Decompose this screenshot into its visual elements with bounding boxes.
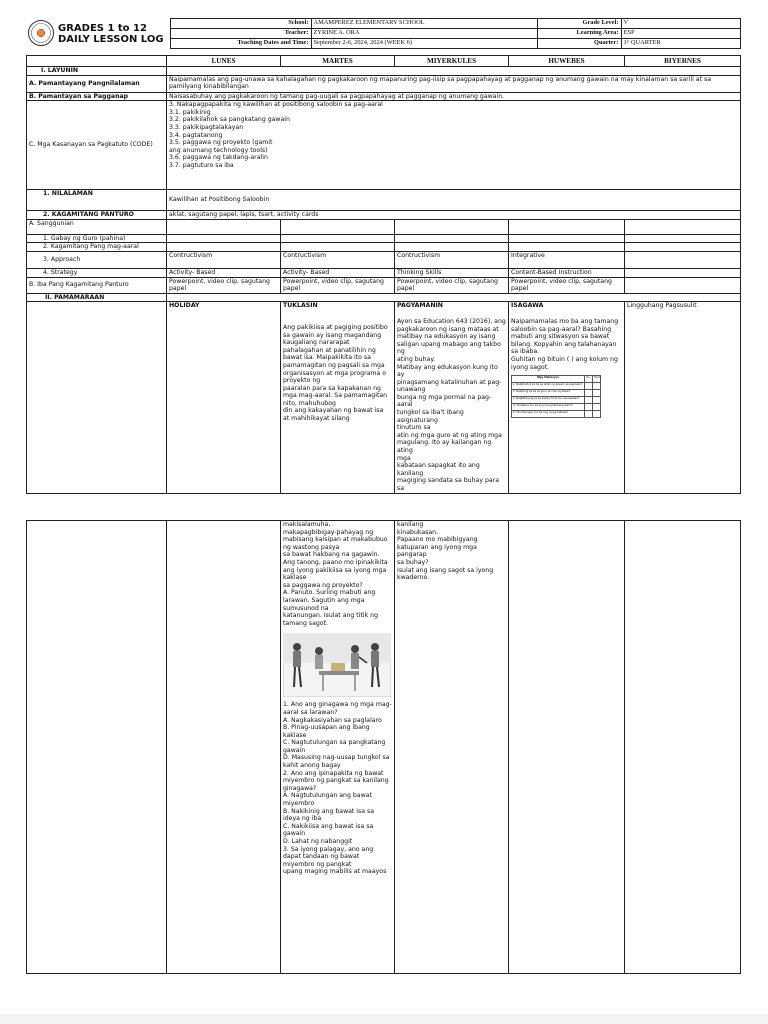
lesson-table-continued — [26, 520, 741, 974]
approach-label: 3. Approach — [27, 251, 167, 268]
day-header-lunes: LUNES — [167, 56, 281, 67]
students-group-work-illustration — [283, 633, 391, 697]
approach-martes: Contructivism — [281, 251, 395, 268]
day-header-biyernes: BIYERNES — [625, 56, 741, 67]
empty-cell — [395, 243, 509, 252]
mini-table-row: 1. Nakikilahok ka ba sa lahat ng gawain sa paaralan? — [512, 383, 585, 390]
continued-martes: makisalamuha, makapagbibigay-pahayag ng mabisang kaisipan at makabubuo ng wastong pasya sa bawat hakbang na gagawin. Ang tanong, paano mo ipinakikita ang iyong pakikiisa sa iyong mga kaklase sa paggawa ng proyekto? A. Panuto. Suriing mabuti ang larawan. Sagutin ang mga sumusunod na katanungan. Isulat ang titik ng tamang sagot. 1. Ano ang ginagawa ng mga mag- aaral sa larawan? A. Nagkakasiyahan sa paglalaro B. Pinag-uusapan ang ibang kaklase C. Nagtutulungan sa pangkatang gawain D. Masusing nag-uusap tungkol sa kahit anong bagay 2. Ano ang ipinapakita ng bawat miyembro ng pangkat sa kanilang ginagawa? A. Nagtutulungan ang bawat miyembro B. Nakikinig ang bawat isa sa ideya ng iba C. Nakikiisa ang bawat isa sa gawain D. Lahat ng nabanggit 3. Sa iyong palagay, ano ang dapat tandaan ng bawat miyembro ng pangkat upang maging mabilis at maayos — [281, 521, 395, 974]
corner-cell — [27, 56, 167, 67]
continued-lunes — [167, 521, 281, 974]
empty-cell — [509, 234, 625, 243]
pamantayang-pangnilalaman-label: A. Pamantayang Pangnilalaman — [27, 75, 167, 92]
pamamaraan-empty — [167, 293, 741, 302]
header-table — [26, 18, 741, 49]
grade-label: Grade Level: — [537, 19, 621, 29]
mini-table-row: 5. Tinutulungan mo ba ang iyong kaklase? — [512, 411, 585, 418]
teacher-value: ZYRINE A. ORA — [311, 29, 537, 39]
day-header-huwebes: HUWEBES — [509, 56, 625, 67]
empty-cell — [625, 251, 741, 268]
mini-table-header: Oo — [585, 376, 593, 383]
day-header-miyerkules: MIYERKULES — [395, 56, 509, 67]
empty-cell — [281, 234, 395, 243]
empty-cell — [167, 219, 281, 234]
approach-huwebes: Integrative — [509, 251, 625, 268]
grade-value: V — [621, 19, 740, 29]
log-title: GRADES 1 to 12 DAILY LESSON LOG — [58, 22, 164, 45]
iba-miyerkules: Powerpoint, video clip, sagutang papel — [395, 277, 509, 293]
lesson-log-page-1 — [26, 18, 740, 494]
procedure-huwebes: ISAGAWA Naipamamalas mo ba ang tamang saloobin sa pag-aaral? Basahing mabuti ang sitwasyon sa bawat bilang. Kopyahin ang talahanayan sa ibaba. Guhitan ng bituin ( ) ang kolum ng iyong sagot. Mga Sitwasyon Oo Hindi 1. Nakikilahok ka ba sa lahat ng gawain sa paaralan? 2. Nakikinig ka ba sa guro sa oras ng klase? 3. Nagtatanong ka ba kapag hindi mo naunawaan? 4. Tinatapos mo ba ang iyong takdang-aralin? 5. Tinutulungan mo ba ang iyong kaklase? — [509, 302, 625, 493]
continued-biyernes — [625, 521, 741, 974]
approach-lunes: Contructivism — [167, 251, 281, 268]
gabay-label: 1. Gabay ng Guro (pahina) — [27, 234, 167, 243]
day-header-martes: MARTES — [281, 56, 395, 67]
iba-martes: Powerpoint, video clip, sagutang papel — [281, 277, 395, 293]
iba-huwebes: Powerpoint, video clip, sagutang papel — [509, 277, 625, 293]
lesson-table — [26, 55, 741, 494]
pamantayan-pagganap-value: Naisasabuhay ang pagkakaroon ng tamang pag-uugali sa pagpapahayag at pagganap ng anumang gawain. — [167, 92, 741, 101]
sanggunian-label: A. Sanggunian — [27, 219, 167, 234]
kasanayan-label: C. Mga Kasanayan sa Pagkatuto (CODE) — [27, 101, 167, 190]
saloobin-mini-table — [511, 375, 601, 418]
empty-cell — [625, 234, 741, 243]
empty-cell — [625, 277, 741, 293]
procedure-miyerkules: PAGYAMANIN Ayon sa Education 643 (2016), ang pagkakaroon ng isang mataas at matibay na edukasyon ay isang saligan upang mabago ang takbo ng ating buhay. Matibay ang edukasyon kung ito ay pinagsamang katalinuhan at pag- unawang bunga ng mga pormal na pag-aaral tungkol sa iba't ibang asignaturang tinuturo sa atin ng mga guro at ng ating mga magulang. Ito ay kailangan ng ating mga kabataan sapagkat ito ang kanilang magiging sandata sa buhay para sa — [395, 302, 509, 493]
iba-pang-kagamitan-label: B. Iba Pang Kagamitang Panturo — [27, 277, 167, 293]
procedure-biyernes: Lingguhang Pagsusulit — [625, 302, 741, 493]
strategy-miyerkules: Thinking Skills — [395, 268, 509, 277]
mini-table-row: 3. Nagtatanong ka ba kapag hindi mo naunawaan? — [512, 397, 585, 404]
strategy-huwebes: Content-Based Instruction — [509, 268, 625, 277]
pamantayang-pangnilalaman-value: Naipamamalas ang pag-unawa sa kahalagahan ng pagkakaroon ng mapanuring pag-iisip sa pagpapahayag at pagganap ng anumang gawain na may kinalaman sa sarili at sa pamilyang kinabibilangan — [167, 75, 741, 92]
procedure-martes: TUKLASIN Ang pakikiisa at pagiging positibo sa gawain ay isang magandang kaugaliang nararapat pahalagahan at panatilihin ng bawat isa. Maipakikita ito sa pamamagitan ng pagsali sa mga organisasyon at mga programa o proyekto ng paaralan para sa kapakanan ng mga mag-aaral. Sa pamamagitan nito, mahuhubog din ang kakayahan ng bawat isa at mahihikayat silang — [281, 302, 395, 493]
pamantayan-pagganap-label: B. Pamantayan sa Pagganap — [27, 92, 167, 101]
dates-value: September 2-6, 2024, 2024 (WEEK 6) — [311, 39, 537, 49]
strategy-martes: Activity- Based — [281, 268, 395, 277]
empty-cell — [509, 219, 625, 234]
kasanayan-value: 3. Nakapagpapakita ng kawilihan at positibong saloobin sa pag-aaral 3.1. pakikinig 3.2. pakikilahok sa pangkatang gawain 3.3. pakikipagtalakayan 3.4. pagtatanong 3.5. paggawa ng proyekto (gamit ang anumang technology tools) 3.6. paggawa ng takdang-aralin 3.7. pagtuturo sa iba — [167, 101, 741, 190]
empty-cell — [625, 268, 741, 277]
lesson-log-page-2 — [26, 520, 740, 974]
quarter-label: Quarter: — [537, 39, 621, 49]
layunin-heading: I. LAYUNIN — [27, 67, 167, 76]
nilalaman-label: 1. NILALAMAN — [27, 190, 167, 211]
pamamaraan-heading: II. PAMAMARAAN — [27, 293, 167, 302]
area-label: Learning Area: — [537, 29, 621, 39]
mini-table-header: Mga Sitwasyon — [512, 376, 585, 383]
empty-cell — [281, 243, 395, 252]
iba-lunes: Powerpoint, video clip, sagutang papel — [167, 277, 281, 293]
page-bottom-strip — [0, 1014, 768, 1024]
kag-mag-aaral-label: 2. Kagamitang Pang mag-aaral — [27, 243, 167, 252]
school-label: School: — [170, 19, 311, 29]
empty-cell — [167, 234, 281, 243]
empty-cell — [509, 243, 625, 252]
continued-huwebes — [509, 521, 625, 974]
empty-cell — [281, 219, 395, 234]
mini-table-row: 4. Tinatapos mo ba ang iyong takdang-aralin? — [512, 404, 585, 411]
deped-seal-cell — [26, 19, 58, 49]
dates-label: Teaching Dates and Time: — [170, 39, 311, 49]
procedure-label-cell — [27, 302, 167, 493]
empty-cell — [395, 219, 509, 234]
empty-cell — [167, 243, 281, 252]
strategy-lunes: Activity- Based — [167, 268, 281, 277]
continued-miyerkules: kanilang kinabukasan. Papaano mo mabibigyang katuparan ang iyong mga pangarap sa buhay? Isulat ang isang sagot sa iyong kwaderno. — [395, 521, 509, 974]
kagamitan-label: 2. KAGAMITANG PANTURO — [27, 211, 167, 220]
strategy-label: 4. Strategy — [27, 268, 167, 277]
layunin-empty — [167, 67, 741, 76]
procedure-lunes: HOLIDAY — [167, 302, 281, 493]
approach-miyerkules: Contructivism — [395, 251, 509, 268]
mini-table-header: Hindi — [593, 376, 601, 383]
empty-cell — [395, 234, 509, 243]
continued-label-cell — [27, 521, 167, 974]
kagamitan-value: aklat, sagutang papel, lapis, tsart, activity cards — [167, 211, 741, 220]
area-value: ESP — [621, 29, 740, 39]
school-value: AMAMPEREZ ELEMENTARY SCHOOL — [311, 19, 537, 29]
empty-cell — [625, 219, 741, 234]
mini-table-row: 2. Nakikinig ka ba sa guro sa oras ng klase? — [512, 390, 585, 397]
quarter-value: 1ˢᵗ QUARTER — [621, 39, 740, 49]
empty-cell — [625, 243, 741, 252]
teacher-label: Teacher: — [170, 29, 311, 39]
deped-seal-icon — [26, 19, 56, 47]
nilalaman-value: Kawilihan at Positibong Saloobin — [167, 190, 741, 211]
